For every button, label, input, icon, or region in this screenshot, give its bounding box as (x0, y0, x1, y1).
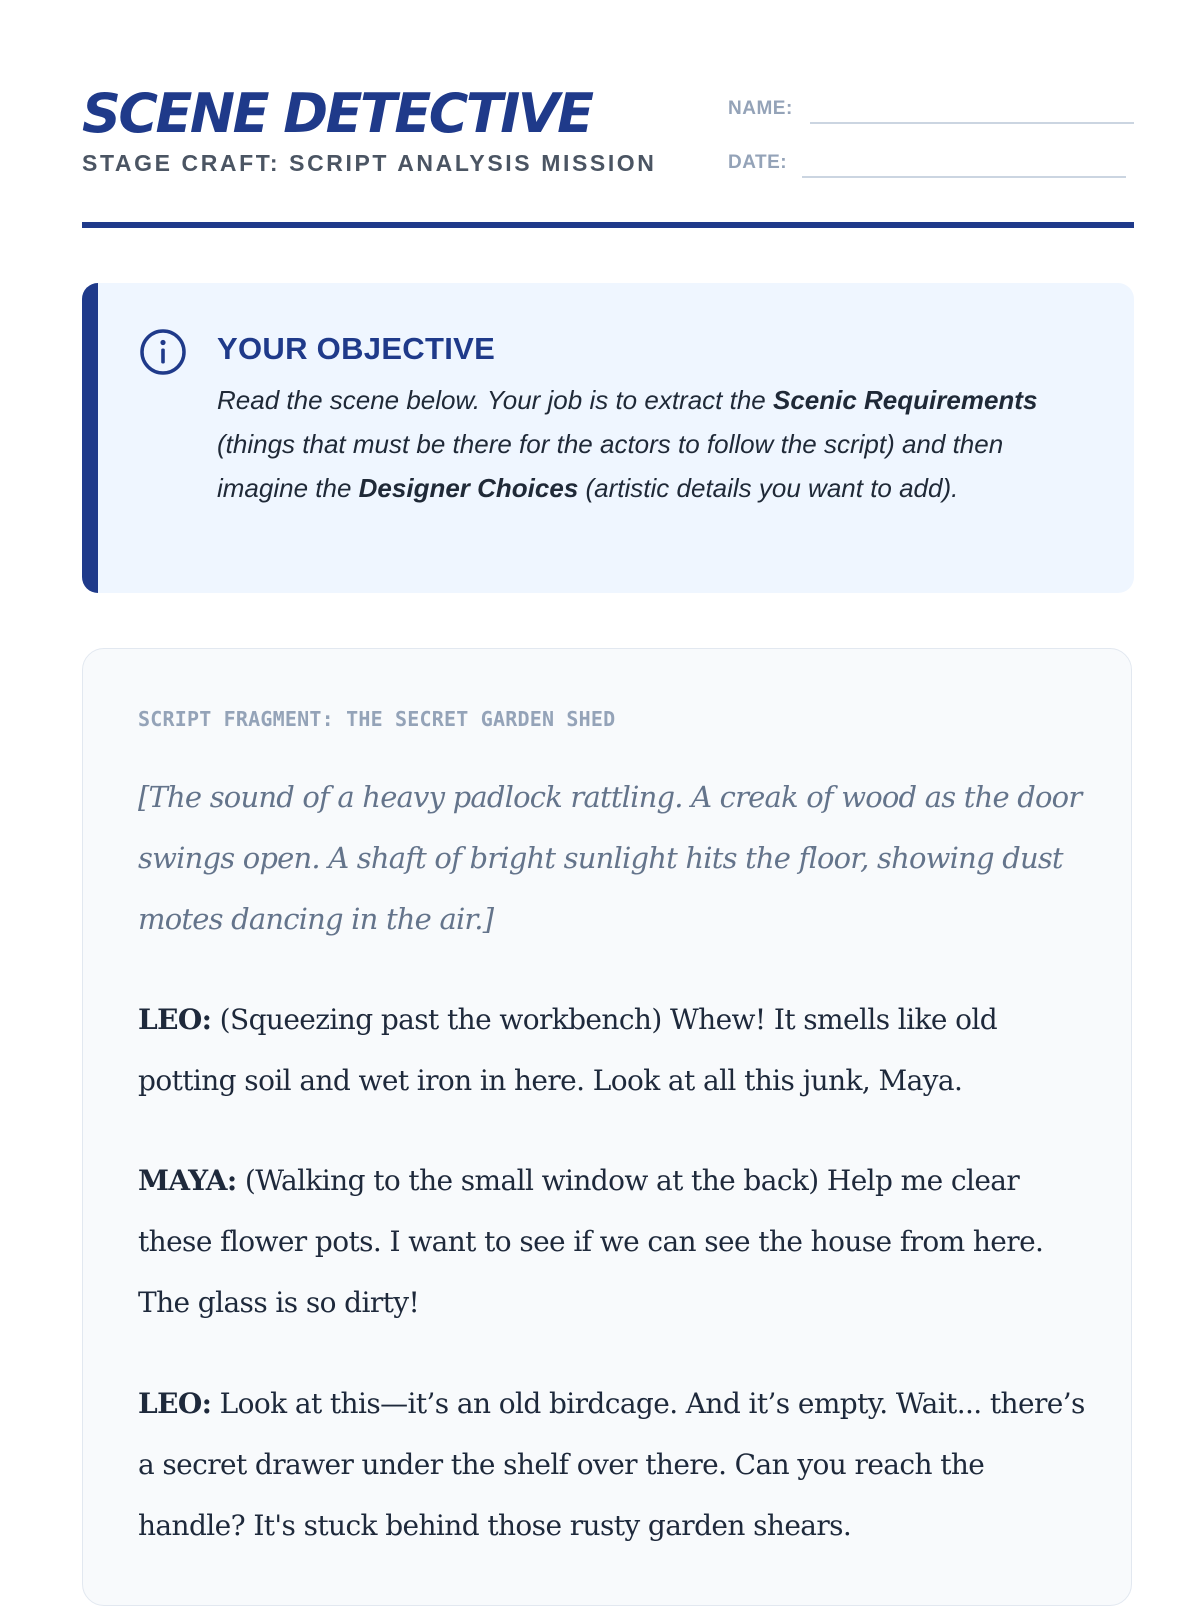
worksheet-page (82, 0, 1134, 1542)
dialogue-text: (Squeezing past the workbench) Whew! It smells like old potting soil and wet iron in here. Look at all this junk, Maya. (138, 1003, 998, 1097)
speaker-name: MAYA: (138, 1164, 237, 1197)
speaker-name: LEO: (138, 1003, 212, 1036)
objective-text-part: Read the scene below. Your job is to extract the (217, 385, 773, 415)
objective-text-part: (artistic details you want to add). (578, 473, 959, 503)
objective-title: YOUR OBJECTIVE (217, 331, 496, 366)
dialogue-text: Look at this—it’s an old birdcage. And it’s empty. Wait... there’s a secret drawer under the shelf over there. Can you reach the handle? It's stuck behind those rusty garden shears. (138, 1387, 1085, 1542)
stage-direction: [The sound of a heavy padlock rattling. A creak of wood as the door swings open. A shaft of bright sunlight hits the floor, showing dust motes dancing in the air.] (138, 780, 1082, 936)
page-title: SCENE DETECTIVE (82, 82, 592, 145)
designer-choices-term: Designer Choices (358, 473, 579, 503)
page-subtitle: STAGE CRAFT: SCRIPT ANALYSIS MISSION (82, 150, 657, 176)
script-fragment-label: SCRIPT FRAGMENT: THE SECRET GARDEN SHED (138, 707, 616, 731)
objective-text (217, 378, 1097, 510)
objective-text-part: (things that must be there for the actors to follow the script) and then imagine the (217, 429, 1004, 503)
dialogue-text: (Walking to the small window at the back) Help me clear these flower pots. I want to see if we can see the house from here. The glass is so dirty! (138, 1164, 1044, 1319)
name-label: NAME: (728, 98, 793, 119)
header-divider (82, 222, 1134, 228)
dialogue-line (138, 989, 1098, 1111)
speaker-name: LEO: (138, 1387, 212, 1420)
date-label: DATE: (728, 152, 788, 173)
scenic-requirements-term: Scenic Requirements (772, 385, 1038, 415)
dialogue-line (138, 1150, 1098, 1333)
script-fragment-card (82, 648, 1132, 1606)
date-write-line[interactable] (802, 176, 1126, 178)
worksheet-header (82, 0, 1134, 230)
date-field[interactable] (728, 142, 1126, 182)
info-icon (138, 327, 188, 377)
name-field[interactable] (728, 88, 1134, 128)
dialogue-line (138, 1373, 1098, 1556)
name-write-line[interactable] (810, 122, 1134, 124)
objective-box (82, 283, 1134, 593)
